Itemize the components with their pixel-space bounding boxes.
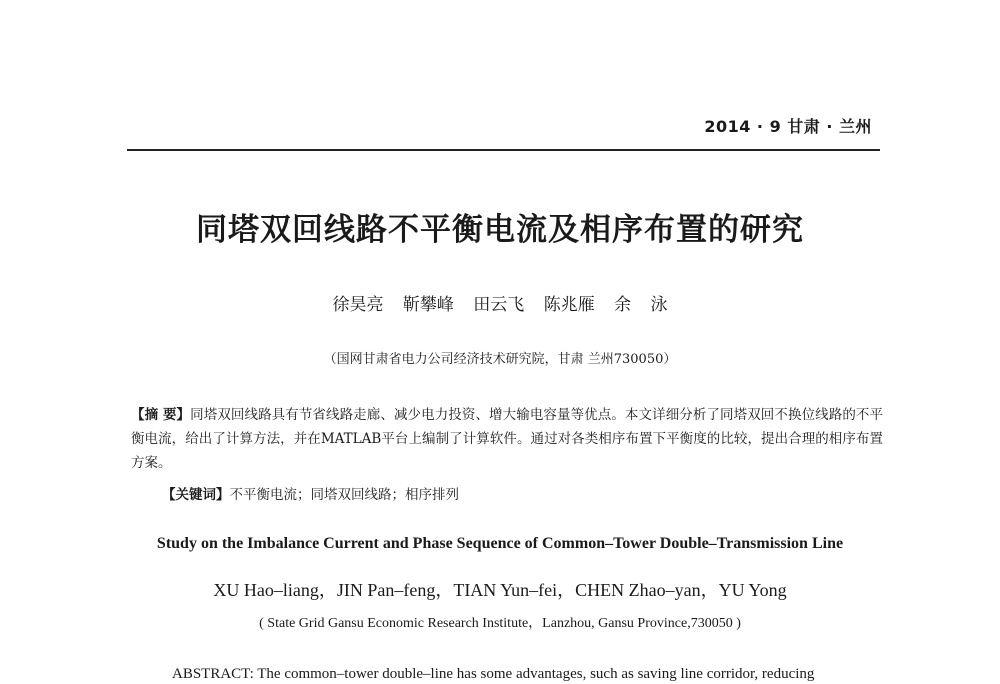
header-rule [127,149,880,151]
abstract-en: ABSTRACT: The common–tower double–line has some advantages, such as saving line corridor, reducing [172,666,815,682]
abstract-label-cn: 【摘 要】 [131,407,191,423]
authors-en: XU Hao–liang，JIN Pan–feng，TIAN Yun–fei，CHEN Zhao–yan，YU Yong [213,580,787,600]
abstract-cn [131,403,883,475]
affiliation-cn: （国网甘肃省电力公司经济技术研究院，甘肃 兰州730050） [323,352,677,367]
affiliation-en: ( State Grid Gansu Economic Research Institute，Lanzhou, Gansu Province,730050 ) [259,616,741,631]
paper-title-en: Study on the Imbalance Current and Phase Sequence of Common–Tower Double–Transmission Line [156,535,844,552]
running-header: 2014 · 9 甘肃 · 兰州 [704,117,872,136]
keywords-label-cn: 【关键词】 [162,487,230,503]
paper-title-cn: 同塔双回线路不平衡电流及相序布置的研究 [196,212,804,248]
keywords-text-cn: 不平衡电流；同塔双回线路；相序排列 [229,487,459,503]
abstract-text-cn: 同塔双回线路具有节省线路走廊、减少电力投资、增大输电容量等优点。本文详细分析了同塔双回不换位线路的不平衡电流，给出了计算方法，并在MATLAB平台上编制了计算软件。通过对各类相序布置下平衡度的比较，提出合理的相序布置方案。 [131,407,883,471]
keywords-cn [162,483,459,503]
authors-cn: 徐昊亮 靳攀峰 田云飞 陈兆雁 余 泳 [332,295,668,315]
